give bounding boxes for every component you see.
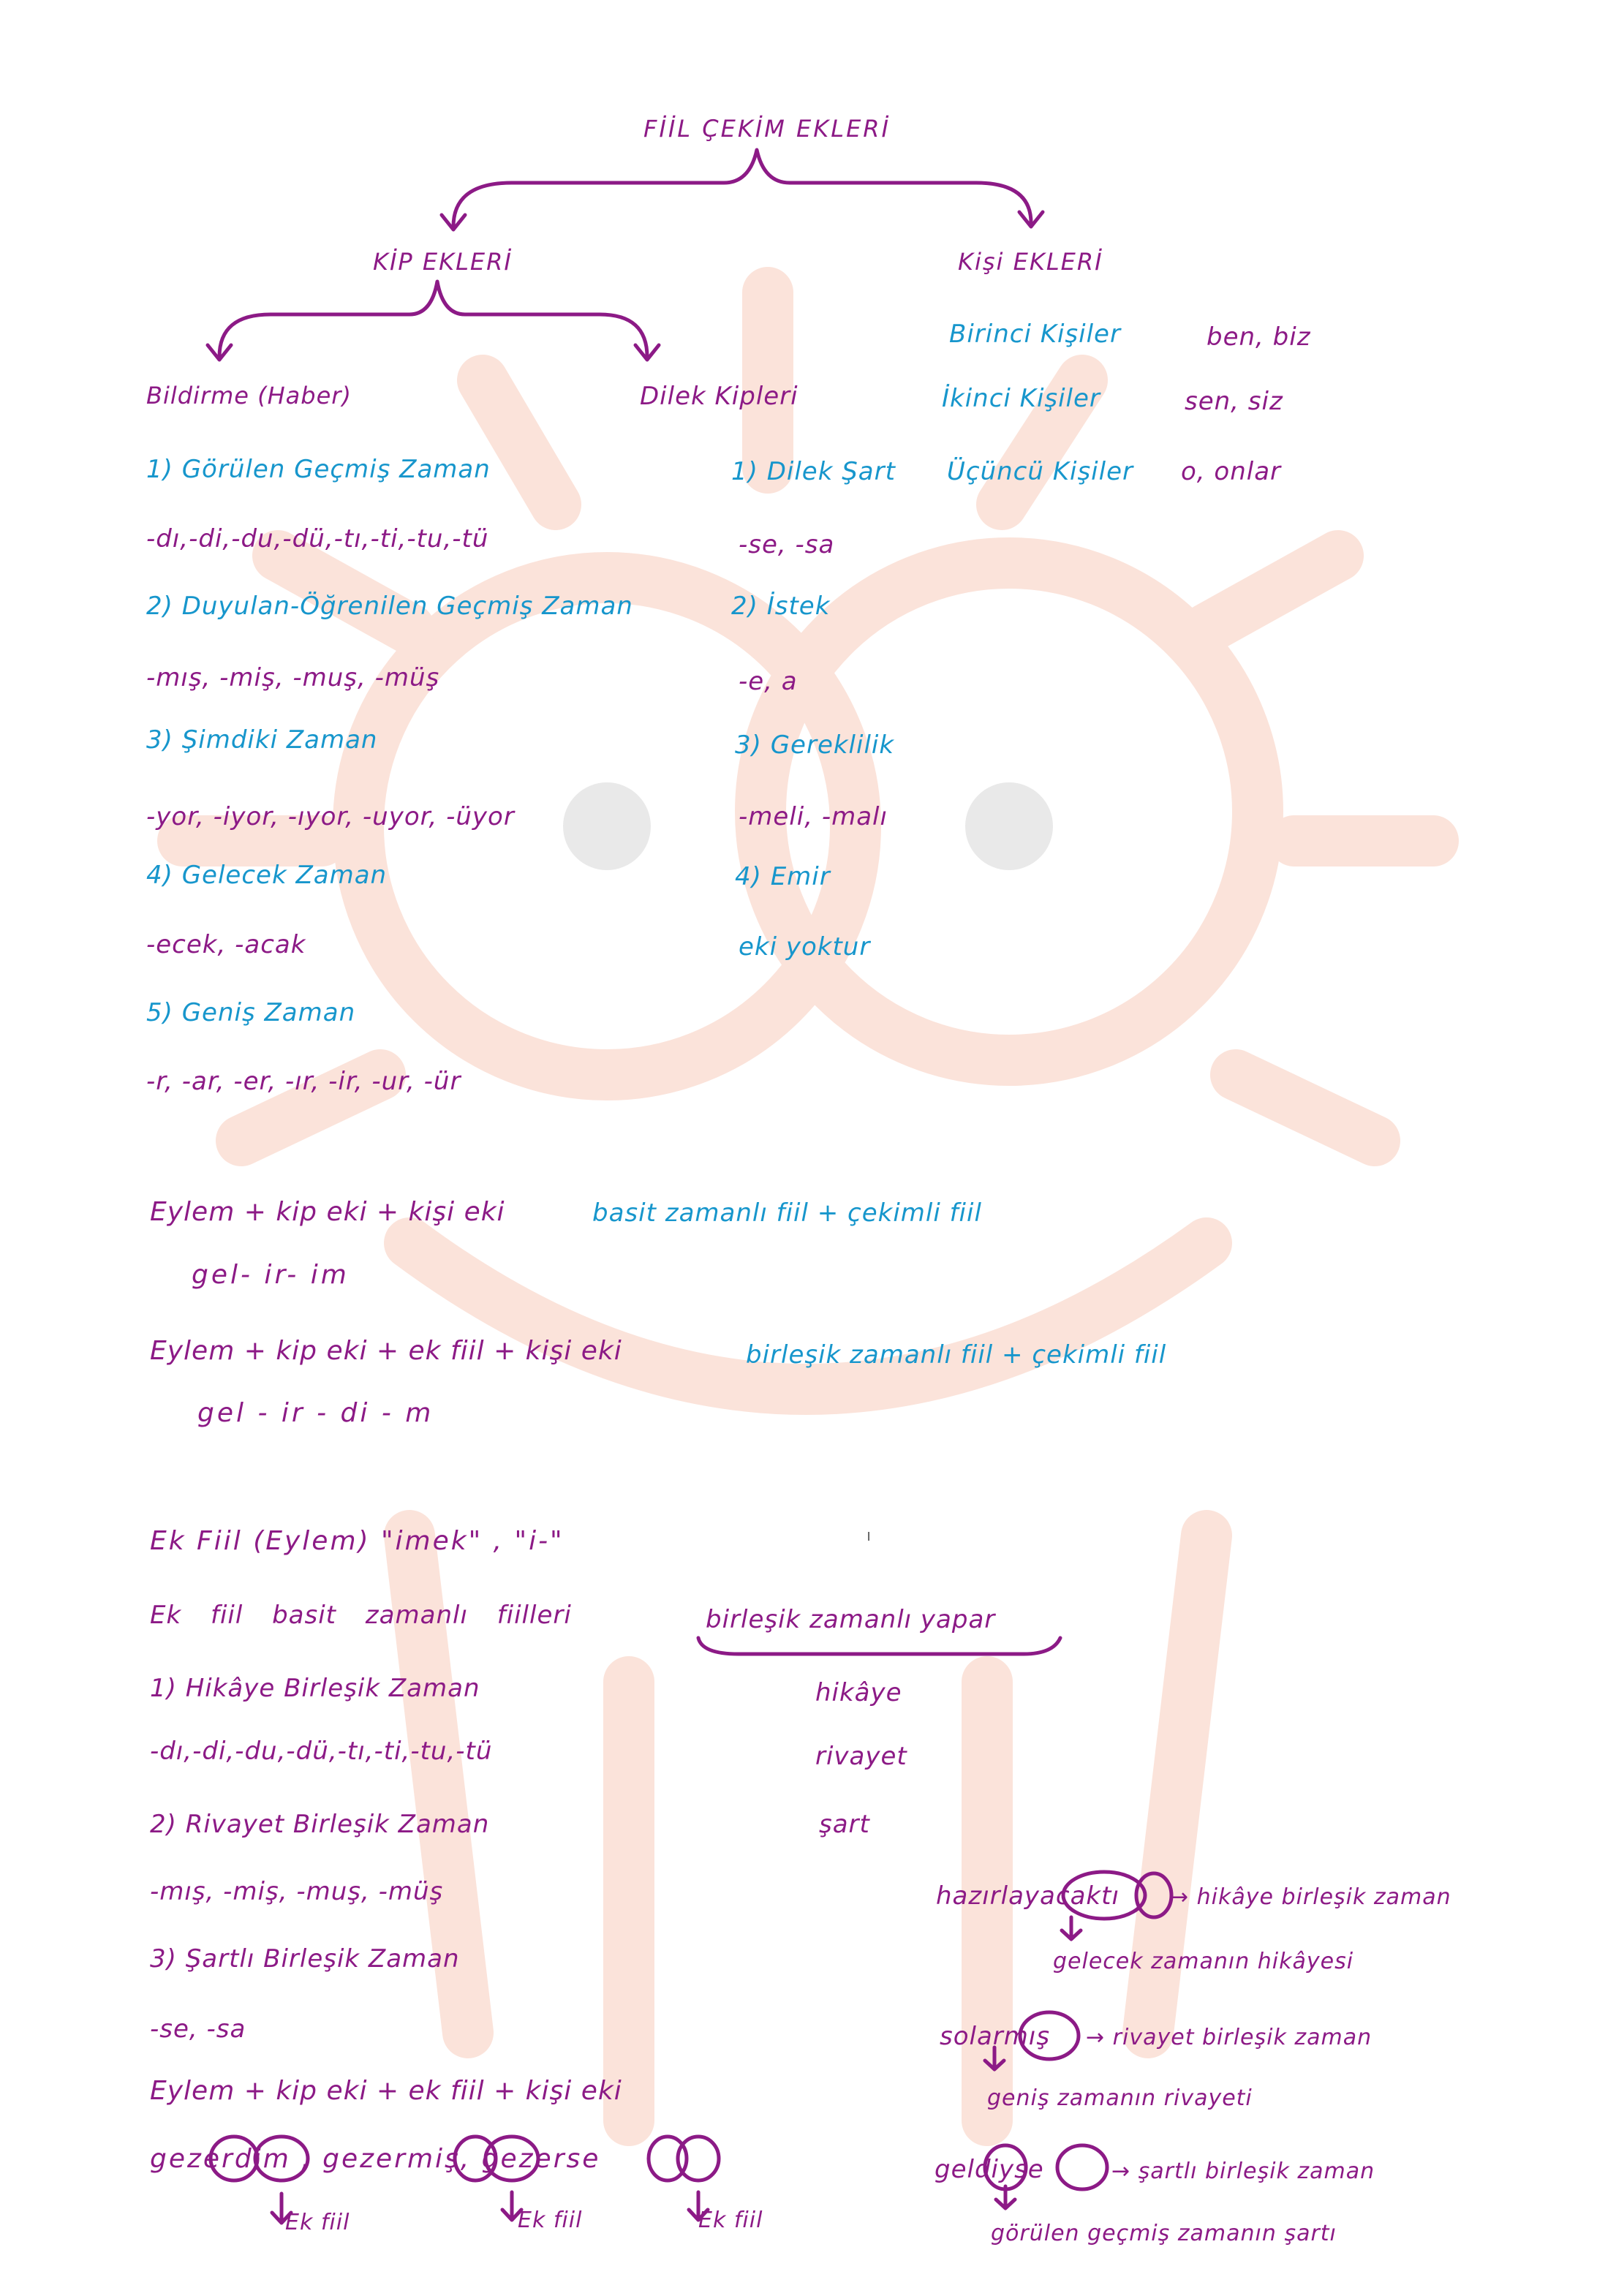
note-word: hazırlayacaktı — [936, 1881, 1120, 1911]
ekfiil-example-note: Ek fiil — [285, 2210, 350, 2235]
ekfiil-description: Ek fiil basit zamanlı fiilleri — [150, 1601, 572, 1630]
bildirme-item-label: 2) Duyulan-Öğrenilen Geçmiş Zaman — [146, 592, 633, 621]
dilek-item-label: 2) İstek — [731, 592, 831, 621]
kisi-ikinci-examples: sen, siz — [1185, 387, 1283, 416]
kisi-ekleri-heading: Kişi EKLERİ — [958, 248, 1103, 276]
formula-birlesik-example: gel - ir - di - m — [197, 1398, 434, 1428]
ekfiil-heading: Ek Fiil (Eylem) "imek" , "i-" — [150, 1526, 565, 1556]
note-subtext: gelecek zamanın hikâyesi — [1053, 1949, 1354, 1974]
dilek-item-suffix: -se, -sa — [739, 530, 835, 559]
bildirme-item-label: 1) Görülen Geçmiş Zaman — [146, 455, 491, 484]
kisi-ikinci-label: İkinci Kişiler — [942, 384, 1100, 413]
dilek-item-suffix: eki yoktur — [739, 932, 871, 962]
page-title: FİİL ÇEKİM EKLERİ — [643, 115, 891, 143]
bildirme-item-suffix: -r, -ar, -er, -ır, -ir, -ur, -ür — [146, 1067, 461, 1096]
kisi-birinci-label: Birinci Kişiler — [949, 320, 1121, 349]
ekfiil-item-label: 2) Rivayet Birleşik Zaman — [150, 1810, 490, 1839]
kisi-birinci-examples: ben, biz — [1207, 322, 1311, 352]
note-subtext: görülen geçmiş zamanın şartı — [991, 2221, 1337, 2246]
note-arrow-text: → rivayet birleşik zaman — [1086, 2025, 1373, 2050]
ekfiil-item-suffix: -dı,-di,-du,-dü,-tı,-ti,-tu,-tü — [150, 1737, 493, 1766]
note-subtext: geniş zamanın rivayeti — [987, 2085, 1253, 2111]
stray-mark: ı — [866, 1527, 872, 1545]
bildirme-item-suffix: -mış, -miş, -muş, -müş — [146, 663, 440, 692]
bildirme-heading: Bildirme (Haber) — [146, 382, 352, 409]
dilek-item-suffix: -e, a — [739, 667, 798, 696]
note-word: geldiyse — [935, 2155, 1044, 2184]
dilek-heading: Dilek Kipleri — [640, 382, 798, 411]
note-arrow-text: → hikâye birleşik zaman — [1170, 1884, 1451, 1910]
ekfiil-examples: gezerdim , gezermiş, gezerse — [150, 2144, 601, 2174]
side-word-sart: şart — [819, 1810, 870, 1839]
dilek-item-suffix: -meli, -malı — [739, 802, 888, 831]
ekfiil-example-note: Ek fiil — [698, 2208, 763, 2233]
ekfiil-item-label: 3) Şartlı Birleşik Zaman — [150, 1944, 460, 1974]
formula-basit-example: gel- ir- im — [192, 1260, 350, 1290]
bildirme-item-label: 5) Geniş Zaman — [146, 998, 356, 1027]
side-word-rivayet: rivayet — [815, 1742, 907, 1771]
formula-basit-desc: basit zamanlı fiil + çekimli fiil — [592, 1198, 982, 1228]
note-word: solarmış — [940, 2022, 1051, 2051]
dilek-item-label: 3) Gereklilik — [735, 730, 895, 760]
dilek-item-label: 1) Dilek Şart — [731, 457, 896, 486]
formula-birlesik-desc: birleşik zamanlı fiil + çekimli fiil — [746, 1340, 1167, 1370]
bildirme-item-suffix: -dı,-di,-du,-dü,-tı,-ti,-tu,-tü — [146, 524, 489, 554]
kisi-ucuncu-label: Üçüncü Kişiler — [947, 457, 1133, 486]
ekfiil-description-underlined: birleşik zamanlı yapar — [706, 1605, 996, 1634]
formula-basit: Eylem + kip eki + kişi eki — [150, 1197, 505, 1227]
side-word-hikaye: hikâye — [815, 1678, 902, 1707]
ekfiil-item-suffix: -mış, -miş, -muş, -müş — [150, 1877, 444, 1906]
dilek-item-label: 4) Emir — [735, 862, 831, 891]
kip-ekleri-heading: KİP EKLERİ — [373, 248, 513, 276]
kisi-ucuncu-examples: o, onlar — [1181, 457, 1282, 486]
ekfiil-item-label: 1) Hikâye Birleşik Zaman — [150, 1674, 480, 1703]
bildirme-item-label: 3) Şimdiki Zaman — [146, 725, 378, 755]
note-arrow-text: → şartlı birleşik zaman — [1111, 2159, 1375, 2184]
bildirme-item-suffix: -ecek, -acak — [146, 930, 306, 959]
ekfiil-item-suffix: -se, -sa — [150, 2014, 246, 2044]
ekfiil-formula: Eylem + kip eki + ek fiil + kişi eki — [150, 2076, 622, 2106]
bildirme-item-suffix: -yor, -iyor, -ıyor, -uyor, -üyor — [146, 802, 515, 831]
ekfiil-example-note: Ek fiil — [518, 2208, 583, 2233]
formula-birlesik: Eylem + kip eki + ek fiil + kişi eki — [150, 1336, 622, 1366]
bildirme-item-label: 4) Gelecek Zaman — [146, 861, 388, 890]
